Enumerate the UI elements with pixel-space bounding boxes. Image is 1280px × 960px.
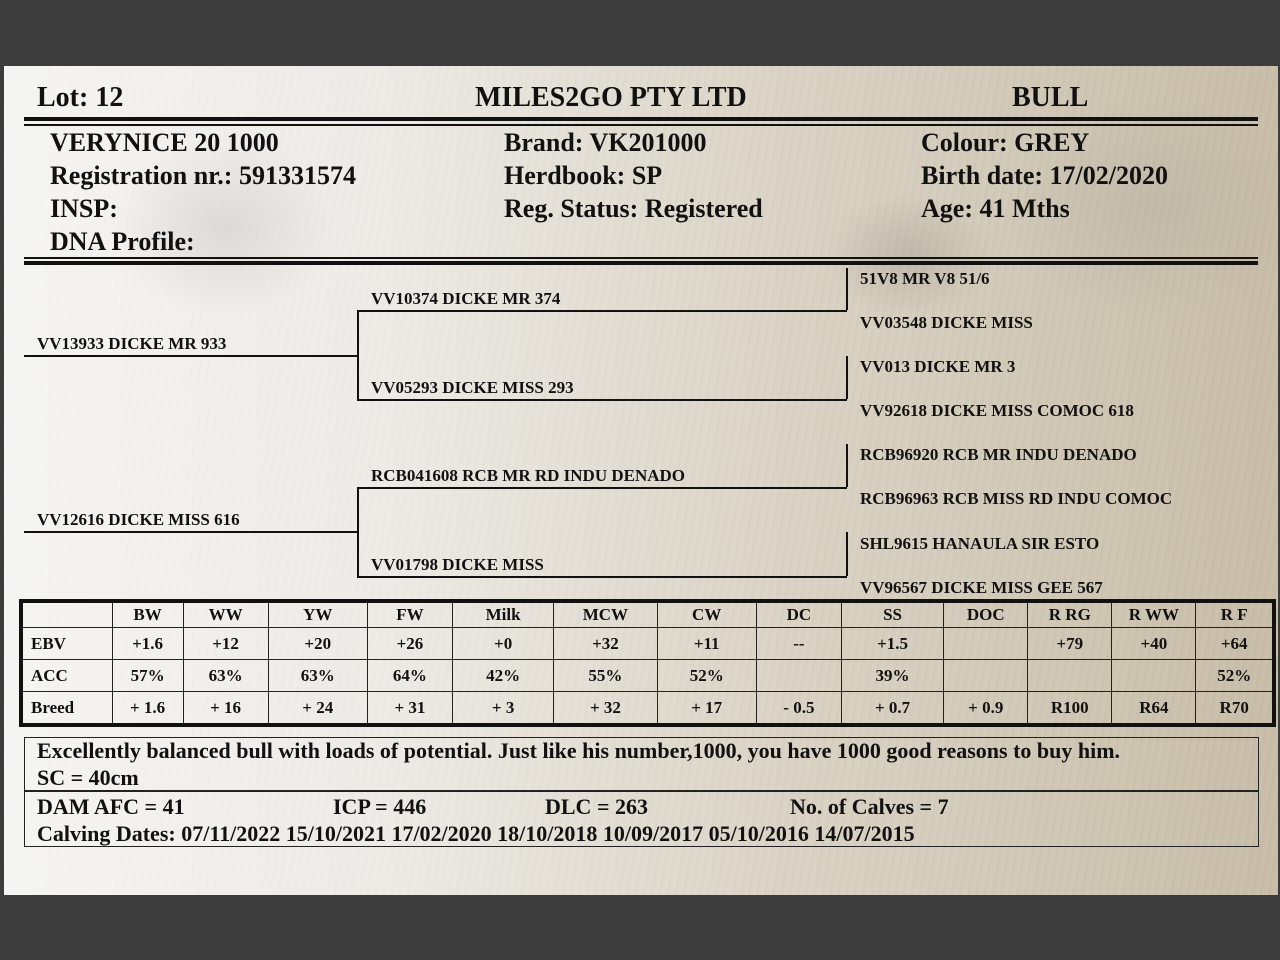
table-cell: +20 <box>268 628 367 660</box>
table-cell <box>756 660 841 692</box>
number-of-calves: No. of Calves = 7 <box>790 794 949 819</box>
birth-date: Birth date: 17/02/2020 <box>921 161 1168 190</box>
table-cell: +40 <box>1112 628 1196 660</box>
pedigree-bracket <box>357 488 359 577</box>
pedigree-ds-sire: RCB96920 RCB MR INDU DENADO <box>860 445 1137 464</box>
pedigree-dam-sire: RCB041608 RCB MR RD INDU DENADO <box>371 466 686 485</box>
header-cell: YW <box>268 601 367 628</box>
table-cell: 39% <box>841 660 943 692</box>
pedigree-bracket <box>846 444 848 487</box>
pedigree-dd-sire: SHL9615 HANAULA SIR ESTO <box>860 534 1100 553</box>
table-cell: +32 <box>554 628 657 660</box>
pedigree-line <box>357 399 847 401</box>
pedigree-line <box>24 355 358 357</box>
herdbook: Herdbook: SP <box>504 161 663 190</box>
lot-number: Lot: 12 <box>37 82 124 113</box>
table-cell: + 17 <box>657 692 756 726</box>
pedigree-ss-sire: 51V8 MR V8 51/6 <box>860 269 990 288</box>
table-cell: R64 <box>1112 692 1196 726</box>
table-cell: + 16 <box>183 692 268 726</box>
pedigree-line <box>357 310 847 312</box>
table-cell: 63% <box>268 660 367 692</box>
pedigree-line <box>24 531 358 533</box>
pedigree-sire: VV13933 DICKE MR 933 <box>37 334 227 353</box>
header-cell: BW <box>112 601 183 628</box>
comment-text: Excellently balanced bull with loads of potential. Just like his number,1000, you have 1000 good reasons to buy him. <box>37 738 1121 763</box>
table-cell: + 0.7 <box>841 692 943 726</box>
table-cell: +79 <box>1028 628 1112 660</box>
table-cell: R100 <box>1028 692 1112 726</box>
pedigree-sd-dam: VV92618 DICKE MISS COMOC 618 <box>860 401 1134 420</box>
brand: Brand: VK201000 <box>504 128 707 157</box>
table-cell <box>1112 660 1196 692</box>
pedigree-dam: VV12616 DICKE MISS 616 <box>37 510 240 529</box>
table-cell: +1.5 <box>841 628 943 660</box>
registration-number: Registration nr.: 591331574 <box>50 161 356 190</box>
table-cell: 64% <box>367 660 452 692</box>
ebv-header-row <box>21 601 1274 628</box>
table-cell: 63% <box>183 660 268 692</box>
table-cell: - 0.5 <box>756 692 841 726</box>
header-cell: DOC <box>944 601 1028 628</box>
comments-box <box>24 737 1259 792</box>
table-cell: 57% <box>112 660 183 692</box>
animal-name: VERYNICE 20 1000 <box>50 128 279 157</box>
table-cell: 52% <box>1196 660 1274 692</box>
calving-dates: Calving Dates: 07/11/2022 15/10/2021 17/02/2020 18/10/2018 10/09/2017 05/10/2016 14/07/2015 <box>37 821 915 846</box>
table-cell: + 0.9 <box>944 692 1028 726</box>
pedigree-line <box>357 576 847 578</box>
table-cell: +64 <box>1196 628 1274 660</box>
animal-sex: BULL <box>1012 82 1089 113</box>
header-cell: SS <box>841 601 943 628</box>
colour: Colour: GREY <box>921 128 1090 157</box>
header-cell: FW <box>367 601 452 628</box>
table-cell: +12 <box>183 628 268 660</box>
row-label: EBV <box>21 628 112 660</box>
table-cell: 52% <box>657 660 756 692</box>
acc-row <box>21 660 1274 692</box>
registration-status: Reg. Status: Registered <box>504 194 763 223</box>
table-cell: +1.6 <box>112 628 183 660</box>
dam-afc: DAM AFC = 41 <box>37 794 185 819</box>
info-rule-thin <box>24 257 1258 259</box>
header-rule-thin <box>24 124 1258 126</box>
pedigree-bracket <box>846 532 848 576</box>
table-cell <box>944 628 1028 660</box>
table-cell: + 32 <box>554 692 657 726</box>
header-cell <box>21 601 112 628</box>
pedigree-line <box>357 487 847 489</box>
header-cell: CW <box>657 601 756 628</box>
company-name: MILES2GO PTY LTD <box>475 82 747 113</box>
table-cell: + 31 <box>367 692 452 726</box>
table-cell: -- <box>756 628 841 660</box>
pedigree-bracket <box>846 356 848 399</box>
dam-stats-box <box>24 790 1259 847</box>
table-cell: +11 <box>657 628 756 660</box>
ebv-row <box>21 628 1274 660</box>
table-cell <box>1028 660 1112 692</box>
table-cell: + 24 <box>268 692 367 726</box>
table-cell: +26 <box>367 628 452 660</box>
ebv-table <box>19 599 1276 727</box>
header-cell: R RG <box>1028 601 1112 628</box>
dna-profile-label: DNA Profile: <box>50 227 195 256</box>
header-cell: WW <box>183 601 268 628</box>
table-cell: 42% <box>452 660 553 692</box>
pedigree-ss-dam: VV03548 DICKE MISS <box>860 313 1033 332</box>
pedigree-sd-sire: VV013 DICKE MR 3 <box>860 357 1016 376</box>
pedigree-sire-sire: VV10374 DICKE MR 374 <box>371 289 561 308</box>
table-cell: 55% <box>554 660 657 692</box>
age: Age: 41 Mths <box>921 194 1070 223</box>
pedigree-ds-dam: RCB96963 RCB MISS RD INDU COMOC <box>860 489 1173 508</box>
pedigree-bracket <box>357 311 359 400</box>
table-cell: + 1.6 <box>112 692 183 726</box>
header-cell: DC <box>756 601 841 628</box>
header-cell: R WW <box>1112 601 1196 628</box>
scrotal-circumference: SC = 40cm <box>37 765 139 790</box>
table-cell: R70 <box>1196 692 1274 726</box>
header-cell: MCW <box>554 601 657 628</box>
pedigree-sire-dam: VV05293 DICKE MISS 293 <box>371 378 574 397</box>
header-cell: Milk <box>452 601 553 628</box>
breed-row <box>21 692 1274 726</box>
row-label: ACC <box>21 660 112 692</box>
header-rule-thick <box>24 117 1258 121</box>
catalogue-card <box>4 66 1278 895</box>
pedigree-dam-dam: VV01798 DICKE MISS <box>371 555 544 574</box>
dlc: DLC = 263 <box>545 794 648 819</box>
pedigree-dd-dam: VV96567 DICKE MISS GEE 567 <box>860 578 1103 597</box>
header-cell: R F <box>1196 601 1274 628</box>
row-label: Breed <box>21 692 112 726</box>
pedigree-bracket <box>846 268 848 310</box>
table-cell: +0 <box>452 628 553 660</box>
info-rule-thick <box>24 261 1258 265</box>
table-cell: + 3 <box>452 692 553 726</box>
table-cell <box>944 660 1028 692</box>
icp: ICP = 446 <box>333 794 427 819</box>
insp-label: INSP: <box>50 194 118 223</box>
